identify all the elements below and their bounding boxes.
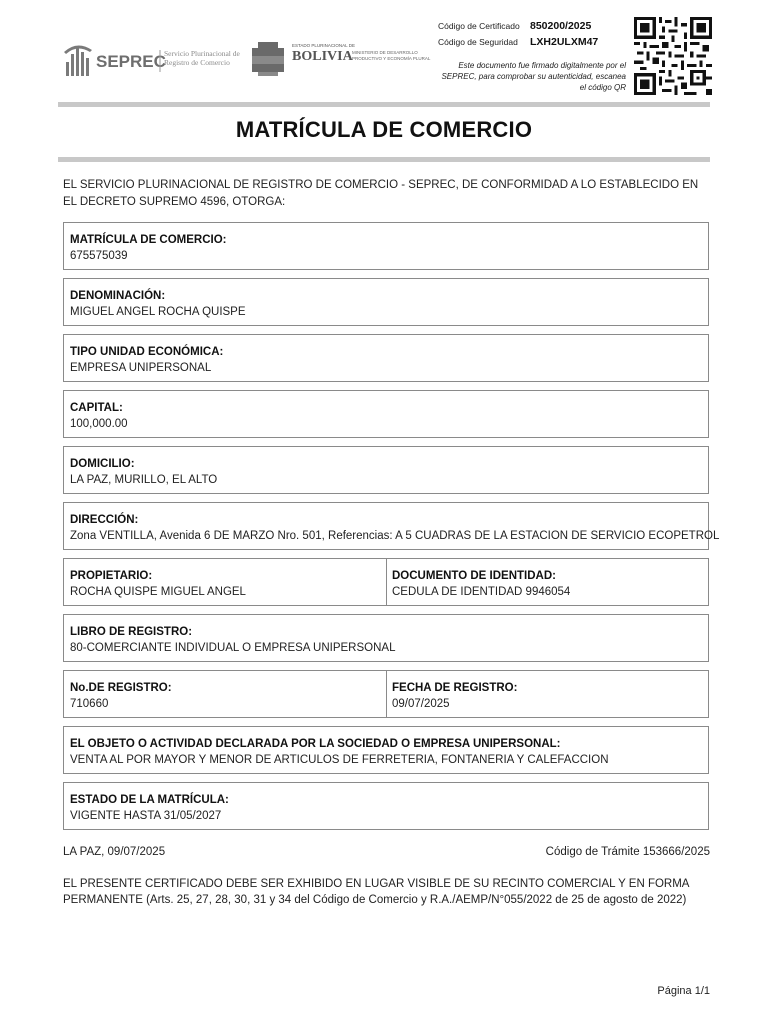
field-label: DIRECCIÓN: bbox=[70, 514, 139, 526]
field-label: DOCUMENTO DE IDENTIDAD: bbox=[392, 570, 556, 582]
field-label: PROPIETARIO: bbox=[70, 570, 153, 582]
title-divider bbox=[58, 157, 710, 162]
field-fecha-registro bbox=[386, 671, 708, 717]
field-label: CAPITAL: bbox=[70, 402, 123, 414]
field-denominacion bbox=[63, 278, 709, 326]
field-label: MATRÍCULA DE COMERCIO: bbox=[70, 234, 227, 246]
page-number: Página 1/1 bbox=[657, 985, 710, 997]
field-label: DOMICILIO: bbox=[70, 458, 135, 470]
digital-signature-note: Este documento fue firmado digitalmente por el SEPREC, para comprobar su autenticidad, escanea el código QR bbox=[441, 61, 626, 92]
field-label: FECHA DE REGISTRO: bbox=[392, 682, 518, 694]
field-value: 80-COMERCIANTE INDIVIDUAL O EMPRESA UNIPERSONAL bbox=[70, 642, 396, 654]
cert-code-label: Código de Certificado bbox=[438, 21, 520, 31]
security-code-value: LXH2ULXM47 bbox=[530, 36, 599, 48]
field-value: 09/07/2025 bbox=[392, 698, 450, 710]
field-value: MIGUEL ANGEL ROCHA QUISPE bbox=[70, 306, 246, 318]
seprec-logo-subtitle: Servicio Plurinacional de Registro de Comercio bbox=[164, 49, 240, 67]
field-tipo-unidad bbox=[63, 334, 709, 382]
field-direccion bbox=[63, 502, 720, 550]
field-value: EMPRESA UNIPERSONAL bbox=[70, 362, 212, 374]
header-divider bbox=[58, 102, 710, 107]
bolivia-logo-text: BOLIVIA bbox=[292, 49, 353, 64]
security-code-label: Código de Seguridad bbox=[438, 37, 518, 47]
field-documento-identidad bbox=[386, 559, 708, 605]
field-value: ROCHA QUISPE MIGUEL ANGEL bbox=[70, 586, 246, 598]
bolivia-logo-subtitle: MINISTERIO DE DESARROLLO PRODUCTIVO Y ECONOMÍA PLURAL bbox=[352, 50, 431, 61]
bolivia-logo-top: ESTADO PLURINACIONAL DE bbox=[292, 43, 356, 48]
intro-text: EL SERVICIO PLURINACIONAL DE REGISTRO DE COMERCIO - SEPREC, DE CONFORMIDAD A LO ESTABLECIDO EN EL DECRETO SUPREMO 4596, OTORGA: bbox=[63, 179, 699, 208]
certificate-codes bbox=[438, 18, 628, 50]
seprec-logo-text: SEPREC bbox=[96, 52, 166, 71]
field-objeto-actividad bbox=[63, 726, 709, 774]
qr-code-icon[interactable] bbox=[634, 17, 712, 95]
field-propietario-documento bbox=[63, 558, 709, 606]
field-value: VIGENTE HASTA 31/05/2027 bbox=[70, 810, 222, 822]
place-date: LA PAZ, 09/07/2025 bbox=[63, 846, 166, 858]
seprec-logo bbox=[62, 40, 242, 78]
field-value: 675575039 bbox=[70, 250, 128, 262]
field-value: 100,000.00 bbox=[70, 418, 128, 430]
field-label: DENOMINACIÓN: bbox=[70, 290, 166, 302]
field-label: EL OBJETO O ACTIVIDAD DECLARADA POR LA SOCIEDAD O EMPRESA UNIPERSONAL: bbox=[70, 738, 561, 750]
field-value: LA PAZ, MURILLO, EL ALTO bbox=[70, 474, 218, 486]
field-value: 710660 bbox=[70, 698, 109, 710]
field-label: No.DE REGISTRO: bbox=[70, 682, 172, 694]
field-value: VENTA AL POR MAYOR Y MENOR DE ARTICULOS DE FERRETERIA, FONTANERIA Y CALEFACCION bbox=[70, 754, 609, 766]
field-label: ESTADO DE LA MATRÍCULA: bbox=[70, 794, 229, 806]
field-value: CEDULA DE IDENTIDAD 9946054 bbox=[392, 586, 571, 598]
page-title: MATRÍCULA DE COMERCIO bbox=[235, 117, 533, 142]
tramite-code: Código de Trámite 153666/2025 bbox=[545, 846, 710, 858]
cert-code-value: 850200/2025 bbox=[530, 20, 592, 32]
field-estado-matricula bbox=[63, 782, 709, 830]
field-no-registro bbox=[64, 671, 387, 717]
field-label: LIBRO DE REGISTRO: bbox=[70, 626, 193, 638]
field-value: Zona VENTILLA, Avenida 6 DE MARZO Nro. 501, Referencias: A 5 CUADRAS DE LA ESTACION DE SERVICIO ECOPETROL bbox=[70, 530, 720, 542]
field-capital bbox=[63, 390, 709, 438]
legal-notice: EL PRESENTE CERTIFICADO DEBE SER EXHIBIDO EN LUGAR VISIBLE DE SU RECINTO COMERCIAL Y EN FORMA PERMANENTE (Arts. 25, 27, 28, 30, 31 y 34 del Código de Comercio y R.A./AEMP/N°055/2022 de 25 de agosto de 2022) bbox=[63, 878, 689, 906]
field-propietario bbox=[64, 559, 387, 605]
bolivia-logo bbox=[248, 40, 438, 78]
field-libro-registro bbox=[63, 614, 709, 662]
field-label: TIPO UNIDAD ECONÓMICA: bbox=[70, 346, 224, 358]
field-domicilio bbox=[63, 446, 709, 494]
field-registro-fecha bbox=[63, 670, 709, 718]
field-matricula bbox=[63, 222, 709, 270]
document-header bbox=[58, 14, 712, 100]
